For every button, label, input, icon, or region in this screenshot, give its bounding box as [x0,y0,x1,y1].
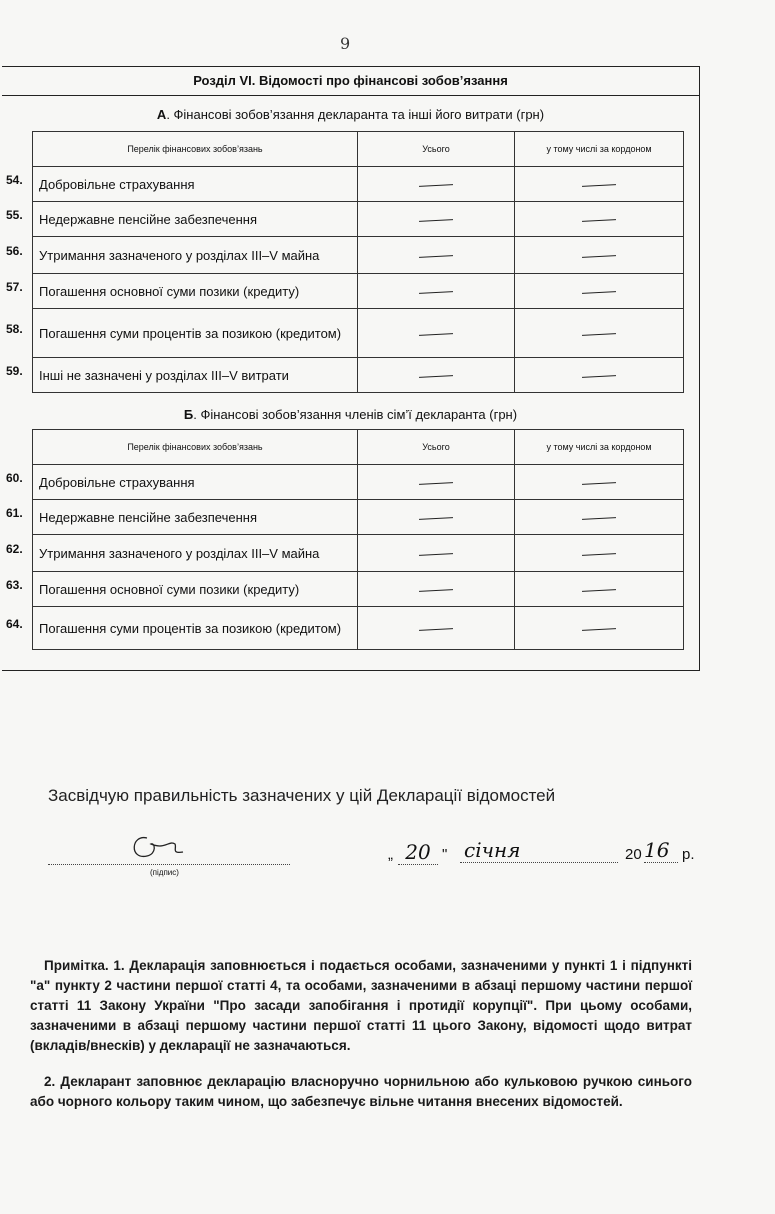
table-row [33,274,684,309]
part-b-title-text: . Фінансові зобов’язання членів сім’ї декларанта (грн) [193,407,518,422]
date-close-quote: " [442,846,448,863]
header-list: Перелік фінансових зобов’язань [33,132,358,167]
row-abroad [515,358,684,393]
table-row [33,535,684,572]
signature-label: (підпис) [150,868,179,877]
row-number: 61. [6,506,23,520]
row-number: 59. [6,364,23,378]
row-total [357,500,514,535]
header-abroad: у тому числі за кордоном [515,132,684,167]
row-label: Недержавне пенсійне забезпечення [33,500,358,535]
part-a-title [2,107,699,122]
row-number: 63. [6,578,23,592]
note-1-text: Примітка. 1. Декларація заповнюється і подається особами, зазначеними у пункті 1 і підпункті "а" пункту 2 частини першої статті 4, та особами, зазначеними в абзаці першому частини першої статті 11 Закону України "Про засади запобігання і протидії корупції". При цьому особами, зазначеними в абзаці першому частини першої статті 11 цього Закону, відомості щодо витрат (вкладів/внесків) у декларації не зазначаються. [30,958,692,1053]
handwritten-dash [582,628,616,631]
row-number: 55. [6,208,23,222]
row-label: Погашення суми процентів за позикою (кредитом) [33,607,358,650]
row-total [357,274,514,309]
table-row [33,202,684,237]
note-2 [30,1072,692,1112]
row-abroad [515,500,684,535]
row-total [357,358,514,393]
row-total [357,465,514,500]
page-number: 9 [340,34,351,53]
table-row [33,309,684,358]
table-row [33,358,684,393]
part-b-letter: Б [183,407,194,422]
row-abroad [515,237,684,274]
handwritten-dash [419,333,453,336]
handwritten-dash [582,375,616,378]
handwritten-dash [419,482,453,485]
row-total [357,167,514,202]
handwritten-dash [582,184,616,187]
handwritten-dash [582,255,616,258]
row-label: Утримання зазначеного у розділах III–V майна [33,237,358,274]
date-day: 20 [398,840,438,865]
table-row [33,572,684,607]
date-month: січня [460,838,618,863]
handwritten-dash [419,219,453,222]
row-number: 60. [6,471,23,485]
row-number: 54. [6,173,23,187]
row-abroad [515,572,684,607]
part-a-table [32,131,684,393]
table-row [33,607,684,650]
date-year-unit: р. [682,846,695,863]
row-label: Добровільне страхування [33,465,358,500]
table-row [33,465,684,500]
table-row [33,167,684,202]
date-open-quote: „ [388,846,393,863]
date-year-prefix: 20 [625,846,642,863]
header-list: Перелік фінансових зобов’язань [33,430,358,465]
handwritten-dash [582,291,616,294]
header-total: Усього [357,132,514,167]
table-row [33,500,684,535]
row-abroad [515,274,684,309]
row-label: Добровільне страхування [33,167,358,202]
part-a-letter: А [156,107,167,122]
table-header-row [33,430,684,465]
row-total [357,237,514,274]
handwritten-dash [582,333,616,336]
row-number: 58. [6,322,23,336]
handwritten-dash [582,517,616,520]
row-abroad [515,465,684,500]
table-row [33,237,684,274]
row-abroad [515,535,684,572]
row-number: 57. [6,280,23,294]
row-label: Недержавне пенсійне забезпечення [33,202,358,237]
row-label: Погашення основної суми позики (кредиту) [33,572,358,607]
row-total [357,309,514,358]
handwritten-dash [419,255,453,258]
header-abroad: у тому числі за кордоном [515,430,684,465]
handwritten-dash [582,219,616,222]
row-total [357,202,514,237]
note-1 [30,956,692,1056]
row-label: Погашення основної суми позики (кредиту) [33,274,358,309]
row-label: Погашення суми процентів за позикою (кредитом) [33,309,358,358]
row-total [357,607,514,650]
handwritten-dash [419,184,453,187]
part-b-table [32,429,684,650]
part-a-title-text: . Фінансові зобов’язання декларанта та інші його витрати (грн) [166,107,545,122]
section-title: Розділ VI. Відомості про фінансові зобов’язання [2,67,699,96]
signature-mark [125,830,195,866]
row-number: 64. [6,617,23,631]
handwritten-dash [582,482,616,485]
row-abroad [515,607,684,650]
table-header-row [33,132,684,167]
handwritten-dash [419,291,453,294]
handwritten-dash [419,375,453,378]
note-2-text: 2. Декларант заповнює декларацію власноручно чорнильною або кульковою ручкою синього або чорного кольору таким чином, що забезпечує вільне читання внесених відомостей. [30,1074,692,1109]
date-year-suffix: 16 [644,838,678,863]
section-frame [2,66,700,671]
row-abroad [515,167,684,202]
handwritten-dash [419,517,453,520]
header-total: Усього [357,430,514,465]
row-abroad [515,202,684,237]
row-label: Утримання зазначеного у розділах III–V майна [33,535,358,572]
row-number: 56. [6,244,23,258]
certification-text: Засвідчую правильність зазначених у цій Декларації відомостей [48,786,556,805]
row-label: Інші не зазначені у розділах III–V витрати [33,358,358,393]
row-total [357,572,514,607]
handwritten-dash [582,553,616,556]
handwritten-dash [582,589,616,592]
handwritten-dash [419,553,453,556]
handwritten-dash [419,628,453,631]
part-b-title [2,407,699,422]
signature-line [48,864,290,865]
row-number: 62. [6,542,23,556]
handwritten-dash [419,589,453,592]
row-total [357,535,514,572]
row-abroad [515,309,684,358]
